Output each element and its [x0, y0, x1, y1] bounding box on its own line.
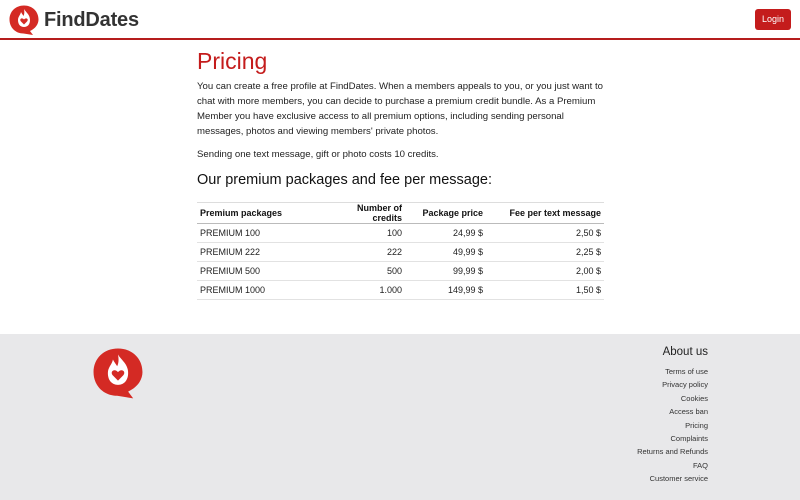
package-name: PREMIUM 222 — [197, 243, 323, 262]
footer-link-customer-service[interactable] — [637, 472, 708, 485]
intro-paragraph: You can create a free profile at FindDates. When a members appeals to you, or you just want to chat with more members, you can decide to purchase a premium credit bundle. As a Premium Member you have exclusive access to all premium options, including sending personal messages, photos and viewing members' private photos. — [197, 81, 604, 137]
brand-home-link[interactable] — [8, 4, 139, 36]
footer-link-cookies[interactable] — [637, 392, 708, 405]
footer-link-privacy[interactable] — [637, 378, 708, 391]
credits-value: 100 — [323, 224, 405, 243]
footer-link-access-ban[interactable] — [637, 405, 708, 418]
column-header-fee: Fee per text message — [486, 203, 604, 224]
credits-value: 500 — [323, 262, 405, 281]
credits-note: Sending one text message, gift or photo costs 10 credits. — [197, 149, 439, 160]
footer-link-faq[interactable] — [637, 459, 708, 472]
column-header-price: Package price — [405, 203, 486, 224]
table-header-row — [197, 203, 604, 224]
column-header-credits: Number of credits — [323, 203, 405, 224]
footer-link-label[interactable]: Customer service — [649, 474, 708, 484]
table-row — [197, 262, 604, 281]
package-name: PREMIUM 500 — [197, 262, 323, 281]
footer-link-label[interactable]: FAQ — [692, 460, 708, 470]
page-title: Pricing — [197, 48, 268, 74]
footer-link-label[interactable]: Terms of use — [665, 367, 708, 376]
footer-link-returns[interactable] — [637, 445, 708, 458]
login-button[interactable]: Login — [755, 9, 791, 30]
price-value: 99,99 $ — [405, 262, 486, 281]
footer-link-label[interactable]: Complaints — [670, 434, 708, 444]
footer-link-label[interactable]: Cookies — [680, 393, 708, 403]
footer-links — [637, 365, 708, 486]
column-header-packages: Premium packages — [197, 203, 323, 224]
fee-value: 2,00 $ — [486, 262, 604, 281]
table-row — [197, 243, 604, 262]
fee-value: 2,50 $ — [486, 224, 604, 243]
footer-link-complaints[interactable] — [637, 432, 708, 445]
packages-heading: Our premium packages and fee per message: — [197, 172, 492, 188]
fee-value: 2,25 $ — [486, 243, 604, 262]
pricing-content — [197, 48, 604, 300]
price-value: 49,99 $ — [405, 243, 486, 262]
footer-link-terms[interactable] — [637, 365, 708, 378]
package-name: PREMIUM 1000 — [197, 281, 323, 300]
footer-link-pricing[interactable] — [637, 419, 708, 432]
package-name: PREMIUM 100 — [197, 224, 323, 243]
table-row — [197, 281, 604, 300]
credits-value: 1.000 — [323, 281, 405, 300]
footer-heading: About us — [662, 346, 708, 358]
credits-value: 222 — [323, 243, 405, 262]
site-footer — [0, 334, 800, 500]
footer-link-label[interactable]: Returns and Refunds — [637, 447, 708, 457]
footer-link-label[interactable]: Pricing — [685, 420, 708, 430]
footer-link-label[interactable]: Access ban — [669, 407, 708, 417]
price-value: 149,99 $ — [405, 281, 486, 300]
footer-link-label[interactable]: Privacy policy — [662, 380, 708, 390]
fee-value: 1,50 $ — [486, 281, 604, 300]
brand-name: FindDates — [44, 8, 139, 31]
site-header — [0, 0, 800, 40]
flame-heart-logo-icon — [8, 4, 40, 36]
table-row — [197, 224, 604, 243]
price-value: 24,99 $ — [405, 224, 486, 243]
flame-heart-footer-logo-icon — [91, 346, 145, 400]
pricing-table — [197, 202, 604, 300]
